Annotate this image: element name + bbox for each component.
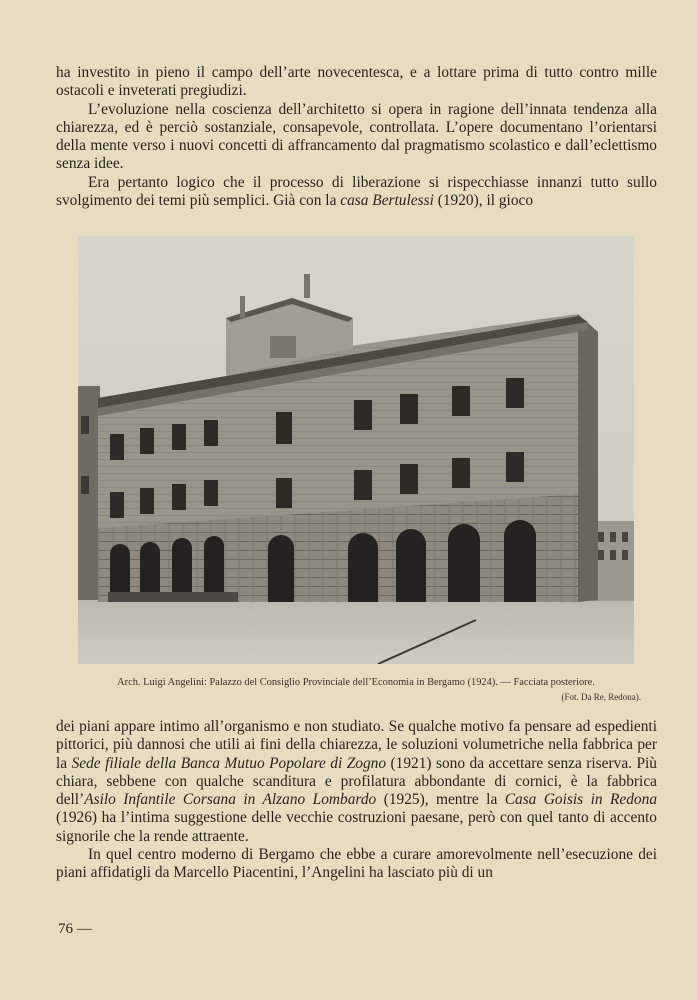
building-photo — [78, 236, 634, 664]
page-number: 76 — — [58, 921, 92, 937]
top-text-block — [56, 64, 657, 210]
bottom-text-block — [56, 718, 657, 883]
paragraph: In quel centro moderno di Bergamo che ebbe a curare amorevolmente nell’esecuzione dei piani affidatigli da Marcello Piacentini, l’Angelini ha lasciato più di un — [56, 846, 657, 882]
paragraph: ha investito in pieno il campo dell’arte novecentesca, e a lottare prima di tutto contro mille ostacoli e inveterati pregiudizi. — [56, 64, 657, 100]
paragraph: L’evoluzione nella coscienza dell’architetto si opera in ragione dell’innata tendenza alla chiarezza, ed è perciò sostanziale, consapevole, controllata. L’opere documentano l’orientarsi della mente verso i nuovi concetti di affrancamento dal pragmatismo scolastico e dall’eclettismo senza idee. — [56, 100, 657, 173]
photo-caption: Arch. Luigi Angelini: Palazzo del Consiglio Provinciale dell’Economia in Bergamo (1924). — Facciata posteriore. — [117, 677, 595, 688]
paragraph: Era pertanto logico che il processo di liberazione si rispecchiasse innanzi tutto sullo svolgimento dei temi più semplici. Già con la casa Bertulessi (1920), il gioco — [56, 173, 657, 210]
paragraph: dei piani appare intimo all’organismo e non studiato. Se qualche motivo fa pensare ad espedienti pittorici, più dannosi che utili ai fini della chiarezza, le soluzioni volumetriche nella fabbrica per la Sede filiale della Banca Mutuo Popolare di Zogno (1921) sono da accettare senza riserva. Più chiara, sebbene con qualche scanditura e profilatura abbondante di cornici, è la fabbrica dell’Asilo Infantile Corsana in Alzano Lombardo (1925), mentre la Casa Goisis in Redona (1926) ha l’intima suggestione delle vecchie costruzioni paesane, però con quel tanto di accento signorile che la rende attraente. — [56, 718, 658, 845]
photo-credit: (Fot. Da Re, Redona). — [561, 692, 641, 702]
